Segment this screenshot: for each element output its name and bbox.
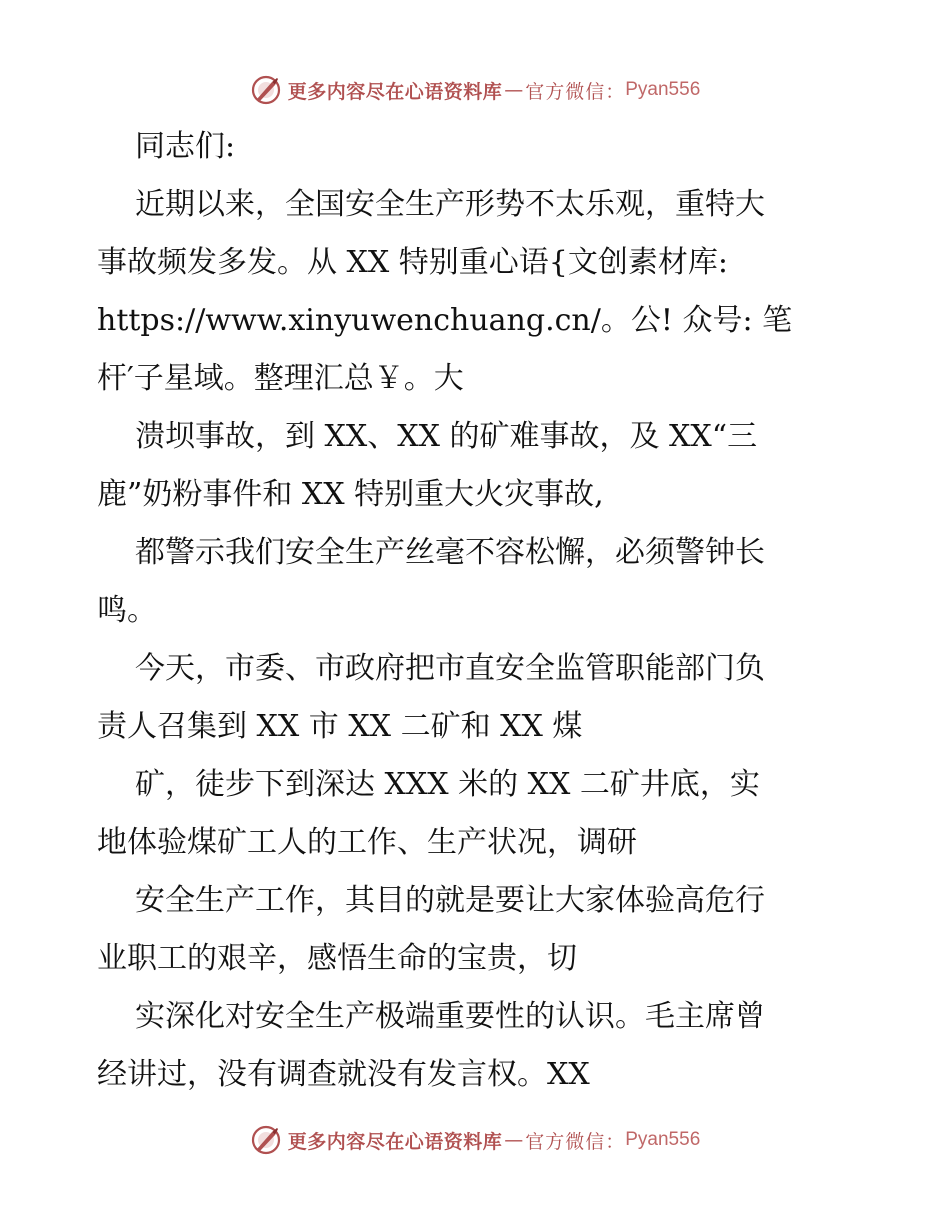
- text-line: 事故频发多发。从 XX 特别重心语{文创素材库:: [97, 245, 728, 280]
- text-line: 矿，徒步下到深达 XXX 米的 XX 二矿井底，实: [135, 767, 760, 802]
- text-line: 责人召集到 XX 市 XX 二矿和 XX 煤: [97, 709, 583, 744]
- header-dash: —: [504, 79, 524, 101]
- text-line: 杆′子星域。整理汇总￥。大: [97, 361, 464, 396]
- quill-pen-logo-icon: [250, 1124, 282, 1156]
- footer-dash: —: [504, 1129, 524, 1151]
- header-wechat-label: 官方微信：: [525, 80, 626, 103]
- text-line: 都警示我们安全生产丝毫不容松懈，必须警钟长: [135, 535, 765, 570]
- document-body: [97, 118, 857, 1104]
- text-line: 同志们:: [135, 129, 236, 164]
- text-line: 今天，市委、市政府把市直安全监管职能部门负: [135, 651, 765, 686]
- text-line: 实深化对安全生产极端重要性的认识。毛主席曾: [135, 999, 765, 1034]
- text-line: 地体验煤矿工人的工作、生产状况，调研: [97, 825, 637, 860]
- text-line: 安全生产工作，其目的就是要让大家体验高危行: [135, 883, 765, 918]
- header-banner: [0, 70, 950, 110]
- text-line: 近期以来，全国安全生产形势不太乐观，重特大: [135, 187, 765, 222]
- text-line: 鹿”奶粉事件和 XX 特别重大火灾事故,: [97, 477, 604, 512]
- quill-pen-logo-icon: [250, 74, 282, 106]
- text-line: 溃坝事故，到 XX、XX 的矿难事故，及 XX“三: [135, 419, 758, 454]
- footer-wechat-id: Pyan556: [625, 1129, 701, 1150]
- header-wechat-id: Pyan556: [625, 79, 701, 100]
- text-line: 经讲过，没有调查就没有发言权。XX: [97, 1057, 590, 1092]
- text-line: 业职工的艰辛，感悟生命的宝贵，切: [97, 941, 577, 976]
- text-line: https://www.xinyuwenchuang.cn/。公! 众号: 笔: [97, 303, 793, 338]
- footer-banner: [0, 1120, 950, 1160]
- header-promo-text: 更多内容尽在心语资料库: [287, 80, 503, 103]
- footer-promo-text: 更多内容尽在心语资料库: [287, 1130, 503, 1153]
- text-line: 鸣。: [97, 593, 157, 628]
- footer-wechat-label: 官方微信：: [525, 1130, 626, 1153]
